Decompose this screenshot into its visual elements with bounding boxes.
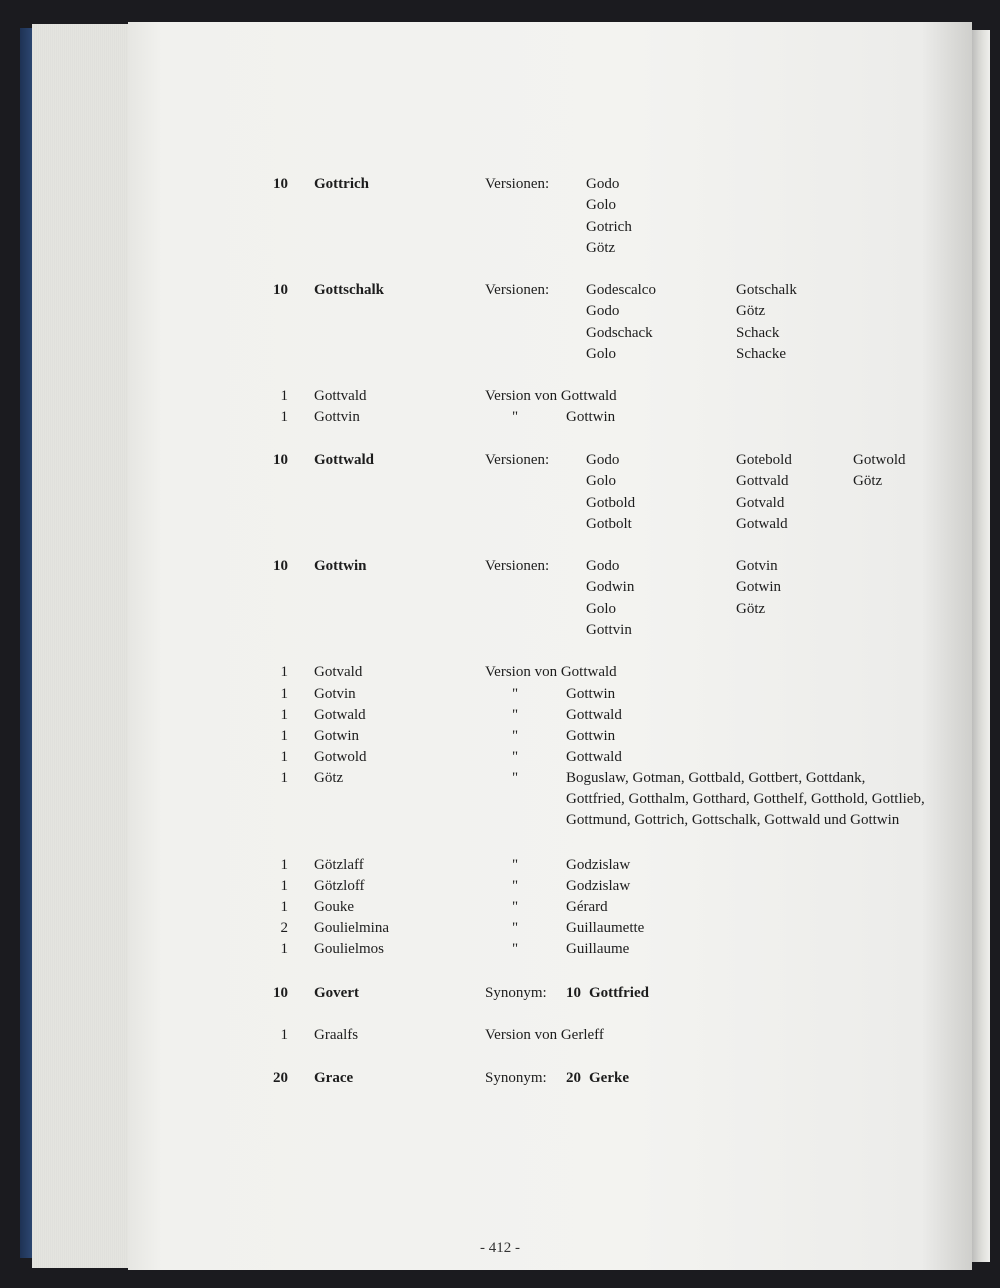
entry-label: Synonym:: [485, 1070, 547, 1086]
entry-label: Versionen:: [485, 176, 550, 192]
entry-number: 1: [280, 941, 288, 957]
version-of-name: Gottwald: [566, 707, 622, 723]
entry-name: Gottrich: [314, 176, 369, 192]
version-name: Gotebold: [736, 452, 792, 468]
entry-number: 10: [273, 558, 288, 574]
version-name: Gotrich: [586, 218, 632, 235]
ditto-mark: ": [512, 899, 519, 915]
entry-name: Götzlaff: [314, 857, 364, 873]
entry-number: 1: [280, 857, 288, 873]
entry-label: Version von Gottwald: [485, 388, 617, 404]
version-name: Godescalco: [586, 282, 656, 298]
entry-label: Versionen:: [485, 282, 550, 298]
version-name: Gotbold: [586, 494, 636, 511]
ditto-mark: ": [512, 686, 519, 702]
version-column: [736, 556, 781, 620]
version-of-name: Gottwin: [566, 686, 616, 702]
ditto-mark: ": [512, 857, 519, 873]
entry-name: Goulielmina: [314, 920, 389, 936]
entry-number: 10: [273, 985, 288, 1001]
version-name: Godschack: [586, 324, 653, 341]
version-name: Godo: [586, 303, 620, 320]
entry-name: Gotvin: [314, 686, 356, 702]
entry-name: Götzloff: [314, 878, 365, 894]
version-column: [586, 174, 632, 259]
version-of-name: Gérard: [566, 899, 608, 915]
version-name: Godo: [586, 558, 620, 574]
entry-label: Synonym:: [485, 985, 547, 1001]
version-name: Godo: [586, 176, 620, 192]
entry-name: Graalfs: [314, 1027, 359, 1043]
version-column: [586, 450, 635, 535]
entry-number: 1: [280, 686, 288, 702]
next-page-edge: [972, 30, 990, 1262]
entry-name: Gotwold: [314, 749, 367, 765]
ditto-mark: ": [512, 941, 519, 957]
entry-number: 10: [273, 282, 288, 298]
version-name: Götz: [586, 239, 616, 256]
entry-number: 1: [280, 707, 288, 723]
entry-name: Gottwald: [314, 452, 374, 468]
ditto-mark: ": [512, 749, 519, 765]
ditto-mark: ": [512, 770, 519, 786]
version-name: Gotschalk: [736, 282, 797, 298]
version-name: Götz: [736, 303, 766, 320]
ditto-mark: ": [512, 707, 519, 723]
version-of-name: Godzislaw: [566, 878, 631, 894]
entry-name: Gouke: [314, 899, 354, 915]
version-of-name: Guillaume: [566, 941, 630, 957]
entry-number: 20: [273, 1070, 288, 1086]
entry-name: Goulielmos: [314, 941, 384, 957]
synonym-number: 20: [566, 1070, 581, 1086]
version-of-name: Boguslaw, Gotman, Gottbald, Gottbert, Gottdank, Gottfried, Gotthalm, Gotthard, Gotthelf, Gotthold, Gottlieb, Gottmund, Gottrich, Gottschalk, Gottwald und Gottwin: [566, 770, 925, 828]
version-column: [586, 556, 634, 641]
entry-name: Gottschalk: [314, 282, 385, 298]
version-of-name: Gottwin: [566, 409, 616, 425]
version-name: Golo: [586, 600, 616, 617]
entry-name: Gottvald: [314, 388, 367, 404]
version-name: Gotvald: [736, 494, 785, 511]
entry-name: Gottvin: [314, 409, 360, 425]
entry-number: 1: [280, 664, 288, 680]
entry-name: Götz: [314, 770, 344, 786]
entry-number: 1: [280, 749, 288, 765]
version-name: Golo: [586, 473, 616, 490]
version-name: Götz: [853, 473, 883, 490]
entry-number: 1: [280, 899, 288, 915]
entry-number: 1: [280, 770, 288, 786]
version-of-name: Gottwald: [566, 749, 622, 765]
entry-label: Versionen:: [485, 452, 550, 468]
ditto-mark: ": [512, 878, 519, 894]
entry-label: Version von Gerleff: [485, 1027, 604, 1043]
version-name: Gotbolt: [586, 515, 632, 532]
entry-name: Gotwald: [314, 707, 366, 723]
entry-label: Version von Gottwald: [485, 664, 617, 680]
version-of-name: Gottwin: [566, 728, 616, 744]
version-name: Gotwin: [736, 579, 781, 596]
version-column: [853, 450, 906, 493]
page-edges: [32, 24, 142, 1268]
version-name: Gottvin: [586, 621, 632, 638]
entry-number: 1: [280, 388, 288, 404]
entry-name: Govert: [314, 985, 359, 1001]
entry-number: 10: [273, 176, 288, 192]
entry-label: Versionen:: [485, 558, 550, 574]
version-column: [736, 280, 797, 365]
version-name: Golo: [586, 197, 616, 214]
version-column: [586, 280, 656, 365]
version-name: Golo: [586, 345, 616, 362]
version-name: Gotwald: [736, 515, 788, 532]
entry-name: Gotvald: [314, 664, 363, 680]
ditto-mark: ": [512, 409, 519, 425]
entry-name: Grace: [314, 1070, 354, 1086]
page-number: - 412 -: [480, 1240, 520, 1256]
entry-number: 2: [280, 920, 288, 936]
version-name: Godwin: [586, 579, 635, 596]
entry-number: 1: [280, 1027, 288, 1043]
entry-name: Gottwin: [314, 558, 367, 574]
entry-name: Gotwin: [314, 728, 359, 744]
version-name: Schack: [736, 324, 780, 341]
version-name: Godo: [586, 452, 620, 468]
entry-number: 1: [280, 728, 288, 744]
version-name: Schacke: [736, 345, 786, 362]
version-of-name: Guillaumette: [566, 920, 645, 936]
ditto-mark: ": [512, 920, 519, 936]
synonym-number: 10: [566, 985, 581, 1001]
entry-number: 10: [273, 452, 288, 468]
version-name: Gotwold: [853, 452, 906, 468]
version-name: Gottvald: [736, 473, 789, 490]
ditto-mark: ": [512, 728, 519, 744]
version-column: [736, 450, 792, 535]
synonym-name: Gerke: [589, 1070, 629, 1086]
version-name: Götz: [736, 600, 766, 617]
entry-number: 1: [280, 878, 288, 894]
version-of-name: Godzislaw: [566, 857, 631, 873]
version-name: Gotvin: [736, 558, 778, 574]
entry-number: 1: [280, 409, 288, 425]
synonym-name: Gottfried: [589, 985, 649, 1001]
